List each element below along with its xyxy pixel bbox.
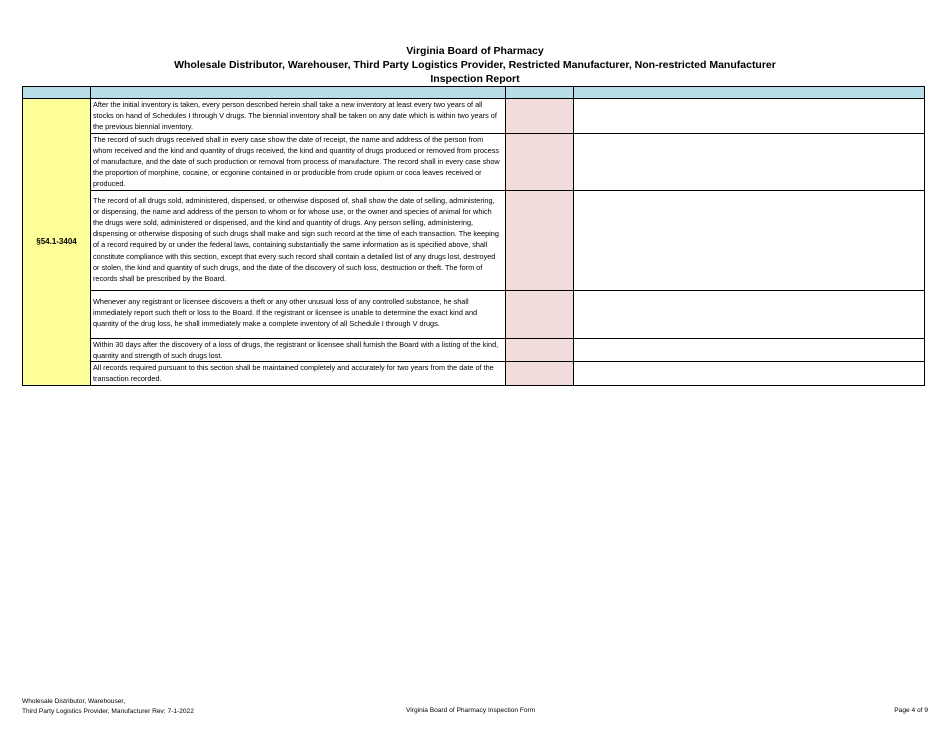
comments-cell[interactable] bbox=[574, 290, 925, 338]
table-row bbox=[23, 338, 925, 361]
table-row bbox=[23, 99, 925, 134]
compliance-cell[interactable] bbox=[506, 99, 574, 134]
compliance-cell[interactable] bbox=[506, 338, 574, 361]
report-header bbox=[0, 44, 950, 86]
requirement-text: Within 30 days after the discovery of a loss of drugs, the registrant or licensee shall furnish the Board with a listing of the kind, quantity and strength of such drugs lost. bbox=[91, 338, 506, 361]
compliance-cell[interactable] bbox=[506, 190, 574, 290]
header-cell bbox=[506, 87, 574, 99]
footer-left bbox=[22, 697, 194, 717]
page-number: Page 4 of 9 bbox=[894, 707, 928, 714]
inspection-table bbox=[22, 86, 925, 386]
table-row bbox=[23, 362, 925, 386]
requirement-text: The record of such drugs received shall in every case show the date of receipt, the name and address of the person from whom received and the kind and quantity of drugs received, the kind and quantity of drugs produced or removed from process of manufacture, and the date of such production or removal from process of manufacture. The record shall in every case show the proportion of morphine, cocaine, or ecgonine contained in or producible from crude opium or coca leaves received or produced. bbox=[91, 133, 506, 190]
requirement-text: Whenever any registrant or licensee discovers a theft or any other unusual loss of any controlled substance, he shall immediately report such theft or loss to the Board. If the registrant or licensee is unable to determine the exact kind and quantity of the drug loss, he shall immediately make a complete inventory of all Schedule I through V drugs. bbox=[91, 290, 506, 338]
footer-left-line2: Third Party Logistics Provider, Manufacturer Rev: 7-1-2022 bbox=[22, 708, 194, 715]
table-row bbox=[23, 133, 925, 190]
requirement-text: All records required pursuant to this section shall be maintained completely and accurately for two years from the date of the transaction recorded. bbox=[91, 362, 506, 386]
board-title: Virginia Board of Pharmacy bbox=[406, 45, 544, 57]
table-row bbox=[23, 290, 925, 338]
requirement-text: After the initial inventory is taken, every person described herein shall take a new inventory at least every two years of all stocks on hand of Schedules I through V drugs. The biennial inventory shall be taken on any date which is within two years of the previous biennial inventory. bbox=[91, 99, 506, 134]
comments-cell[interactable] bbox=[574, 133, 925, 190]
report-title: Inspection Report bbox=[430, 73, 520, 85]
comments-cell[interactable] bbox=[574, 362, 925, 386]
header-cell bbox=[91, 87, 506, 99]
comments-cell[interactable] bbox=[574, 190, 925, 290]
header-cell bbox=[574, 87, 925, 99]
footer-left-line1: Wholesale Distributor, Warehouser, bbox=[22, 698, 126, 705]
footer-center: Virginia Board of Pharmacy Inspection Form bbox=[406, 707, 536, 714]
header-cell bbox=[23, 87, 91, 99]
compliance-cell[interactable] bbox=[506, 290, 574, 338]
compliance-cell[interactable] bbox=[506, 362, 574, 386]
form-subtitle: Wholesale Distributor, Warehouser, Third Party Logistics Provider, Restricted Manufacturer, Non-restricted Manufacturer bbox=[174, 59, 776, 71]
compliance-cell[interactable] bbox=[506, 133, 574, 190]
table-header-row bbox=[23, 87, 925, 99]
comments-cell[interactable] bbox=[574, 338, 925, 361]
table-row bbox=[23, 190, 925, 290]
requirement-text: The record of all drugs sold, administered, dispensed, or otherwise disposed of, shall show the date of selling, administering, or dispensing, the name and address of the person to whom or for whose use, or the owner and species of animal for which the drugs were sold, administered or dispensed, and the kind and quantity of drugs. Any person selling, administering, dispensing or otherwise disposing of such drugs shall make and sign such record at the time of each transaction. The keeping of a record required by or under the federal laws, containing substantially the same information as is specified above, shall constitute compliance with this section, except that every such record shall contain a detailed list of any drugs lost, destroyed or stolen, the kind and quantity of such drugs, and the date of the discovery of such loss, destruction or theft. The form of records shall be prescribed by the Board. bbox=[91, 190, 506, 290]
section-code: §54.1-3404 bbox=[23, 99, 91, 386]
comments-cell[interactable] bbox=[574, 99, 925, 134]
